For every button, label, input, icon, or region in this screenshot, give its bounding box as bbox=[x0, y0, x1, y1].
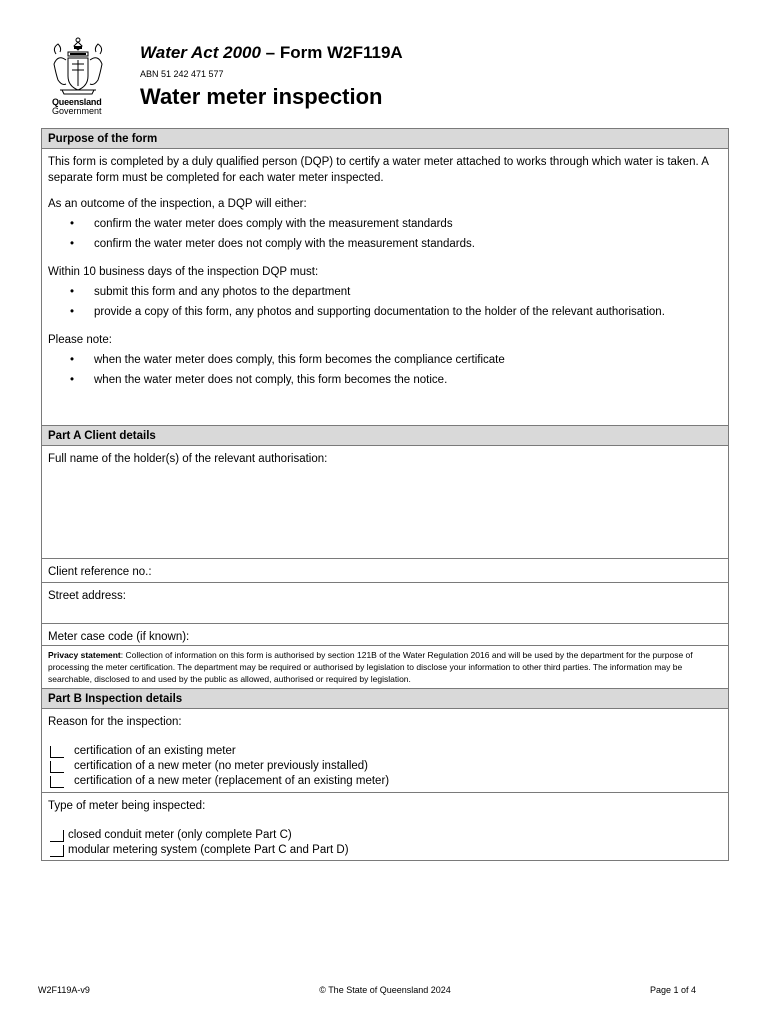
privacy-statement-text: : Collection of information on this form is authorised by section 121B of the Water Regulation 2016 and will be used by the department for the purpose of processing the meter certification. The department may be required or authorised by legislation to disclose your information to other third parties. The information may be searchable, disclosed to and used by the public as allowed, authorised or required by legislation. bbox=[48, 650, 693, 684]
section-heading-purpose: Purpose of the form bbox=[42, 129, 728, 149]
list-item: • when the water meter does comply, this form becomes the compliance certificate bbox=[48, 352, 722, 368]
street-address-label: Street address: bbox=[48, 590, 126, 602]
section-heading-part-a: Part A Client details bbox=[42, 426, 728, 446]
footer-form-code: W2F119A-v9 bbox=[38, 985, 90, 995]
inspection-reason-field bbox=[42, 709, 728, 793]
holder-name-label: Full name of the holder(s) of the relevant authorisation: bbox=[48, 453, 328, 465]
note-list bbox=[48, 352, 722, 388]
list-item: • confirm the water meter does not comply with the measurement standards. bbox=[48, 236, 722, 252]
checkbox[interactable] bbox=[50, 746, 64, 758]
client-reference-field[interactable] bbox=[42, 559, 728, 583]
within-lead: Within 10 business days of the inspection DQP must: bbox=[48, 266, 319, 278]
option-label: certification of a new meter (replacement of an existing meter) bbox=[74, 775, 390, 787]
meter-type-label: Type of meter being inspected: bbox=[48, 800, 206, 812]
checkbox[interactable] bbox=[50, 845, 64, 857]
meter-type-field bbox=[42, 793, 728, 860]
privacy-statement-title: Privacy statement bbox=[48, 650, 121, 660]
form-number: Form W2F119A bbox=[279, 43, 403, 62]
option-label: certification of a new meter (no meter previously installed) bbox=[74, 760, 369, 772]
purpose-intro: This form is completed by a duly qualified person (DQP) to certify a water meter attached to works through which water is taken. A separate form must be completed for each water meter inspected. bbox=[48, 156, 709, 184]
list-item: • when the water meter does not comply, this form becomes the notice. bbox=[48, 372, 722, 388]
meter-case-code-label: Meter case code (if known): bbox=[48, 631, 190, 643]
page-title: Water meter inspection bbox=[140, 84, 383, 109]
abn-text: ABN 51 242 471 577 bbox=[140, 69, 224, 79]
purpose-content bbox=[42, 149, 728, 426]
privacy-statement bbox=[42, 646, 728, 689]
list-item: • provide a copy of this form, any photos and supporting documentation to the holder of the relevant authorisation. bbox=[48, 304, 722, 320]
reason-option-new[interactable] bbox=[48, 759, 722, 774]
outcome-list bbox=[48, 216, 722, 252]
title-dash: – bbox=[260, 43, 280, 62]
crest-icon bbox=[48, 36, 108, 98]
reason-option-existing[interactable] bbox=[48, 744, 722, 759]
meter-case-code-field[interactable] bbox=[42, 624, 728, 646]
checkbox[interactable] bbox=[50, 761, 64, 773]
holder-name-field[interactable] bbox=[42, 446, 728, 559]
logo-text-queensland: Queensland bbox=[52, 97, 102, 107]
reason-option-replacement[interactable] bbox=[48, 774, 722, 789]
footer-page-number: Page 1 of 4 bbox=[649, 985, 696, 995]
act-name: Water Act 2000 bbox=[140, 43, 261, 62]
inspection-reason-label: Reason for the inspection: bbox=[48, 716, 182, 728]
checkbox[interactable] bbox=[50, 776, 64, 788]
form-table bbox=[41, 128, 729, 861]
type-option-modular[interactable] bbox=[48, 843, 722, 858]
section-heading-part-b: Part B Inspection details bbox=[42, 689, 728, 709]
form-title-line bbox=[140, 43, 403, 63]
type-option-closed-conduit[interactable] bbox=[48, 828, 722, 843]
footer-copyright: © The State of Queensland 2024 bbox=[319, 985, 451, 995]
option-label: modular metering system (complete Part C and Part D) bbox=[68, 844, 349, 856]
logo-text-government: Government bbox=[52, 106, 102, 116]
street-address-field[interactable] bbox=[42, 583, 728, 624]
within-list bbox=[48, 284, 722, 320]
outcome-lead: As an outcome of the inspection, a DQP will either: bbox=[48, 198, 307, 210]
checkbox[interactable] bbox=[50, 830, 64, 842]
option-label: closed conduit meter (only complete Part C) bbox=[68, 829, 292, 841]
option-label: certification of an existing meter bbox=[74, 745, 236, 757]
list-item: • confirm the water meter does comply with the measurement standards bbox=[48, 216, 722, 232]
list-item: • submit this form and any photos to the department bbox=[48, 284, 722, 300]
client-reference-label: Client reference no.: bbox=[48, 566, 152, 578]
note-lead: Please note: bbox=[48, 334, 112, 346]
